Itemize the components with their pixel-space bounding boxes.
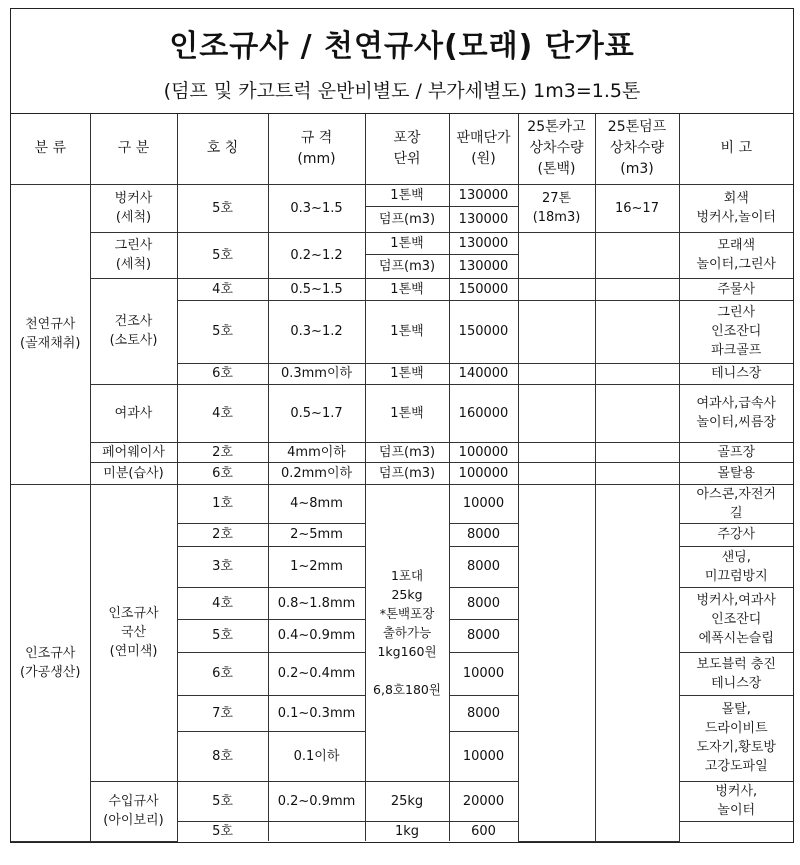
pack-cell: 1톤백 [365,300,449,363]
division-green: 그린사 (세척) [90,232,177,278]
price-cell: 8000 [449,695,518,731]
cargo-cell [518,384,595,442]
grade-cell: 7호 [177,695,268,731]
header-pack: 포장 단위 [365,114,449,184]
header-cargo: 25톤카고 상차수량 (톤백) [518,114,595,184]
grade-cell: 1호 [177,484,268,523]
pack-cell: 덤프(m3) [365,254,449,278]
price-cell: 8000 [449,546,518,587]
table-row [11,484,793,523]
grade-cell: 4호 [177,587,268,619]
note-cell: 몰탈용 [679,462,793,484]
dump-cell [595,384,679,442]
spec-cell [268,821,365,841]
grade-cell: 5호 [177,184,268,232]
table-row [11,232,793,254]
grade-cell: 5호 [177,232,268,278]
spec-cell: 0.1이하 [268,731,365,781]
grade-cell: 6호 [177,462,268,484]
grade-cell: 2호 [177,442,268,462]
category-artificial: 인조규사 (가공생산) [11,484,90,841]
price-cell: 130000 [449,254,518,278]
grade-cell: 5호 [177,821,268,841]
cargo-cell [518,300,595,363]
note-cell: 회색 벙커사,놀이터 [679,184,793,232]
spec-cell: 4mm이하 [268,442,365,462]
division-fine: 미분(습사) [90,462,177,484]
price-cell: 20000 [449,781,518,821]
grade-cell: 3호 [177,546,268,587]
price-cell: 130000 [449,206,518,232]
note-cell: 벙커사, 놀이터 [679,781,793,821]
pack-cell: 1톤백 [365,384,449,442]
price-cell: 8000 [449,619,518,652]
note-cell [679,821,793,841]
spec-cell: 0.5~1.5 [268,278,365,300]
grade-cell: 5호 [177,300,268,363]
spec-cell: 1~2mm [268,546,365,587]
price-cell: 130000 [449,232,518,254]
cargo-cell: 27톤 (18m3) [518,184,595,232]
pack-cell: 덤프(m3) [365,462,449,484]
cargo-cell [518,484,595,841]
grade-cell: 5호 [177,781,268,821]
division-domestic: 인조규사 국산 (연미색) [90,484,177,781]
division-dry: 건조사 (소토사) [90,278,177,384]
spec-cell: 0.1~0.3mm [268,695,365,731]
price-cell: 8000 [449,523,518,546]
note-cell: 모래색 놀이터,그린사 [679,232,793,278]
cargo-cell [518,363,595,384]
dump-cell [595,363,679,384]
price-cell: 150000 [449,278,518,300]
spec-cell: 0.3~1.2 [268,300,365,363]
note-cell: 샌딩, 미끄럼방지 [679,546,793,587]
header-division: 구 분 [90,114,177,184]
cargo-cell [518,462,595,484]
note-cell: 몰탈, 드라이비트 도자기,황토방 고강도파일 [679,695,793,781]
price-cell: 600 [449,821,518,841]
table-row [11,184,793,206]
grade-cell: 6호 [177,363,268,384]
dump-cell [595,442,679,462]
price-cell: 10000 [449,731,518,781]
pack-cell: 1kg [365,821,449,841]
note-cell: 보도블럭 충진 테니스장 [679,652,793,695]
pack-cell: 1톤백 [365,184,449,206]
division-bunker: 벙커사 (세척) [90,184,177,232]
cargo-cell [518,278,595,300]
note-cell: 벙커사,여과사 인조잔디 에폭시논슬립 [679,587,793,652]
table-row [11,442,793,462]
grade-cell: 4호 [177,384,268,442]
category-natural: 천연규사 (골재채취) [11,184,90,484]
grade-cell: 4호 [177,278,268,300]
pack-cell: 1톤백 [365,363,449,384]
note-cell: 그린사 인조잔디 파크골프 [679,300,793,363]
dump-cell: 16~17 [595,184,679,232]
spec-cell: 2~5mm [268,523,365,546]
spec-cell: 0.2~1.2 [268,232,365,278]
note-cell: 테니스장 [679,363,793,384]
grade-cell: 5호 [177,619,268,652]
page-subtitle: (덤프 및 카고트럭 운반비별도 / 부가세별도) 1m3=1.5톤 [163,80,641,102]
table-row [11,384,793,442]
pack-cell-domestic: 1포대 25kg *톤백포장 출하가능 1kg160원 6,8호180원 [365,484,449,781]
table-row [11,462,793,484]
spec-cell: 0.3~1.5 [268,184,365,232]
spec-cell: 0.2~0.9mm [268,781,365,821]
table-row [11,278,793,300]
cargo-cell [518,232,595,278]
grade-cell: 6호 [177,652,268,695]
header-spec: 규 격 (mm) [268,114,365,184]
spec-cell: 0.5~1.7 [268,384,365,442]
spec-cell: 0.2~0.4mm [268,652,365,695]
grade-cell: 8호 [177,731,268,781]
note-cell: 여과사,급속사 놀이터,씨름장 [679,384,793,442]
pack-cell: 1톤백 [365,232,449,254]
title-block [11,9,793,114]
header-row [11,114,793,184]
note-cell: 주강사 [679,523,793,546]
header-note: 비 고 [679,114,793,184]
dump-cell [595,462,679,484]
spec-cell: 4~8mm [268,484,365,523]
spec-cell: 0.3mm이하 [268,363,365,384]
grade-cell: 2호 [177,523,268,546]
pack-cell: 1톤백 [365,278,449,300]
dump-cell [595,484,679,841]
price-cell: 140000 [449,363,518,384]
header-grade: 호 칭 [177,114,268,184]
pack-cell: 덤프(m3) [365,206,449,232]
pack-cell: 25kg [365,781,449,821]
spec-cell: 0.4~0.9mm [268,619,365,652]
spec-cell: 0.2mm이하 [268,462,365,484]
dump-cell [595,278,679,300]
price-cell: 160000 [449,384,518,442]
header-category: 분 류 [11,114,90,184]
price-cell: 10000 [449,652,518,695]
page-title: 인조규사 / 천연규사(모래) 단가표 [169,29,635,64]
dump-cell [595,300,679,363]
dump-cell [595,232,679,278]
division-fairway: 페어웨이사 [90,442,177,462]
note-cell: 주물사 [679,278,793,300]
note-cell: 아스콘,자전거 길 [679,484,793,523]
header-dump: 25톤덤프 상차수량 (m3) [595,114,679,184]
header-price: 판매단가 (원) [449,114,518,184]
price-cell: 100000 [449,462,518,484]
price-cell: 10000 [449,484,518,523]
price-sheet [10,8,794,843]
pack-cell: 덤프(m3) [365,442,449,462]
cargo-cell [518,442,595,462]
spec-cell: 0.8~1.8mm [268,587,365,619]
price-cell: 8000 [449,587,518,619]
price-table [11,114,793,842]
division-filter: 여과사 [90,384,177,442]
price-cell: 150000 [449,300,518,363]
division-imported: 수입규사 (아이보리) [90,781,177,841]
note-cell: 골프장 [679,442,793,462]
price-cell: 130000 [449,184,518,206]
price-cell: 100000 [449,442,518,462]
